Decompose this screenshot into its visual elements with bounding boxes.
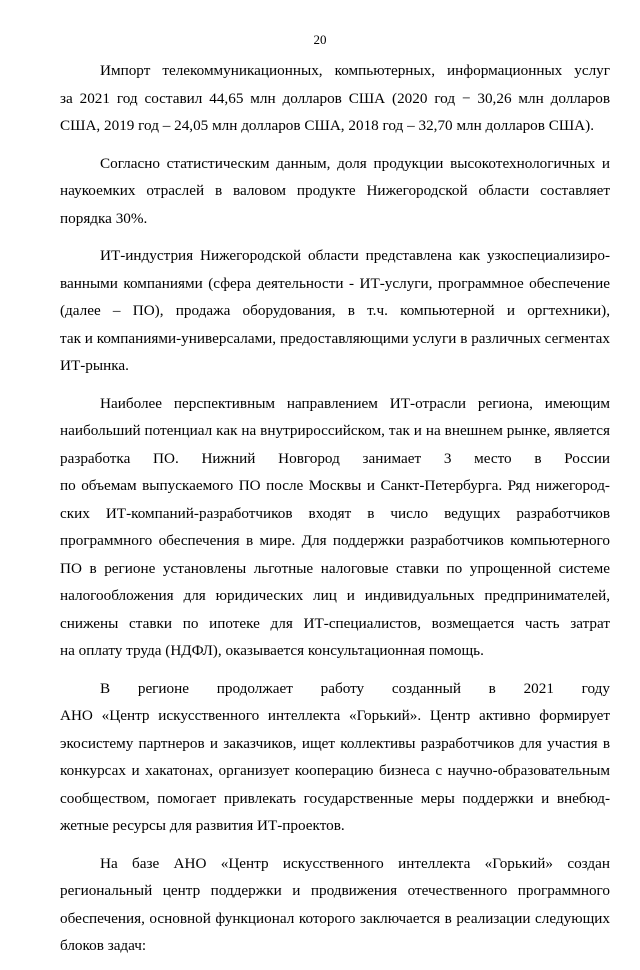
text-line: региональный центр поддержки и продвижения отечественного программного (60, 882, 610, 899)
paragraph (60, 675, 610, 840)
text-line: ванными компаниями (сфера деятельности - ИТ-услуги, программное обеспечение (60, 274, 610, 292)
paragraph (60, 390, 610, 665)
text-line: ИТ-рынка. (60, 357, 129, 374)
text-line: Импорт телекоммуникационных, компьютерных, информационных услуг (100, 62, 610, 79)
text-line: разработка ПО. Нижний Новгород занимает 3 место в России (60, 449, 610, 467)
text-line: На базе АНО «Центр искусственного интеллекта «Горький» создан (100, 854, 610, 872)
text-line: за 2021 год составил 44,65 млн долларов США (2020 год − 30,26 млн долларов (60, 89, 610, 107)
paragraph (60, 242, 610, 380)
text-line: налогообложения для юридических лиц и индивидуальных предпринимателей, (60, 587, 610, 604)
text-line: конкурсах и хакатонах, организует кооперацию бизнеса с научно-образовательным (60, 762, 610, 779)
text-line: ИТ-индустрия Нижегородской области представлена как узкоспециализиро- (100, 247, 610, 264)
text-line: экосистему партнеров и заказчиков, ищет коллективы разработчиков для участия в (60, 734, 610, 752)
text-line: ских ИТ-компаний-разработчиков входят в число ведущих разработчиков (60, 504, 610, 522)
text-line: В регионе продолжает работу созданный в 2021 году (100, 679, 610, 697)
text-line: ПО в регионе установлены льготные налоговые ставки по упрощенной системе (60, 559, 610, 577)
paragraph (60, 57, 610, 140)
text-line: Согласно статистическим данным, доля продукции высокотехнологичных и (100, 154, 610, 172)
page-number: 20 (313, 32, 327, 47)
text-line: программного обеспечения в мире. Для поддержки разработчиков компьютерного (60, 532, 610, 549)
text-line: по объемам выпускаемого ПО после Москвы и Санкт-Петербурга. Ряд нижегород- (60, 477, 610, 494)
text-line: (далее – ПО), продажа оборудования, в т.ч. компьютерной и оргтехники), (60, 302, 610, 319)
text-line: порядка 30%. (60, 209, 148, 227)
document-body (60, 57, 610, 970)
text-line: США, 2019 год – 24,05 млн долларов США, 2018 год – 32,70 млн долларов США). (60, 117, 595, 134)
text-line: обеспечения, основной функционал которого заключается в реализации следующих (60, 909, 610, 927)
text-line: наибольший потенциал как на внутрироссийском, так и на внешнем рынке, является (60, 422, 610, 439)
text-line: блоков задач: (60, 937, 147, 954)
text-line: жетные ресурсы для развития ИТ-проектов. (60, 817, 345, 834)
text-line: АНО «Центр искусственного интеллекта «Горький». Центр активно формирует (60, 707, 610, 724)
text-line: снижены ставки по ипотеке для ИТ-специалистов, возмещается часть затрат (60, 614, 610, 632)
text-line: Наиболее перспективным направлением ИТ-отрасли региона, имеющим (100, 394, 610, 412)
text-line: так и компаниями-универсалами, предоставляющими услуги в различных сегментах (60, 329, 610, 347)
text-line: сообществом, помогает привлекать государственные меры поддержки и внебюд- (60, 789, 610, 807)
text-line: на оплату труда (НДФЛ), оказывается консультационная помощь. (60, 642, 484, 659)
text-line: наукоемких отраслей в валовом продукте Нижегородской области составляет (60, 182, 610, 199)
paragraph (60, 150, 610, 233)
